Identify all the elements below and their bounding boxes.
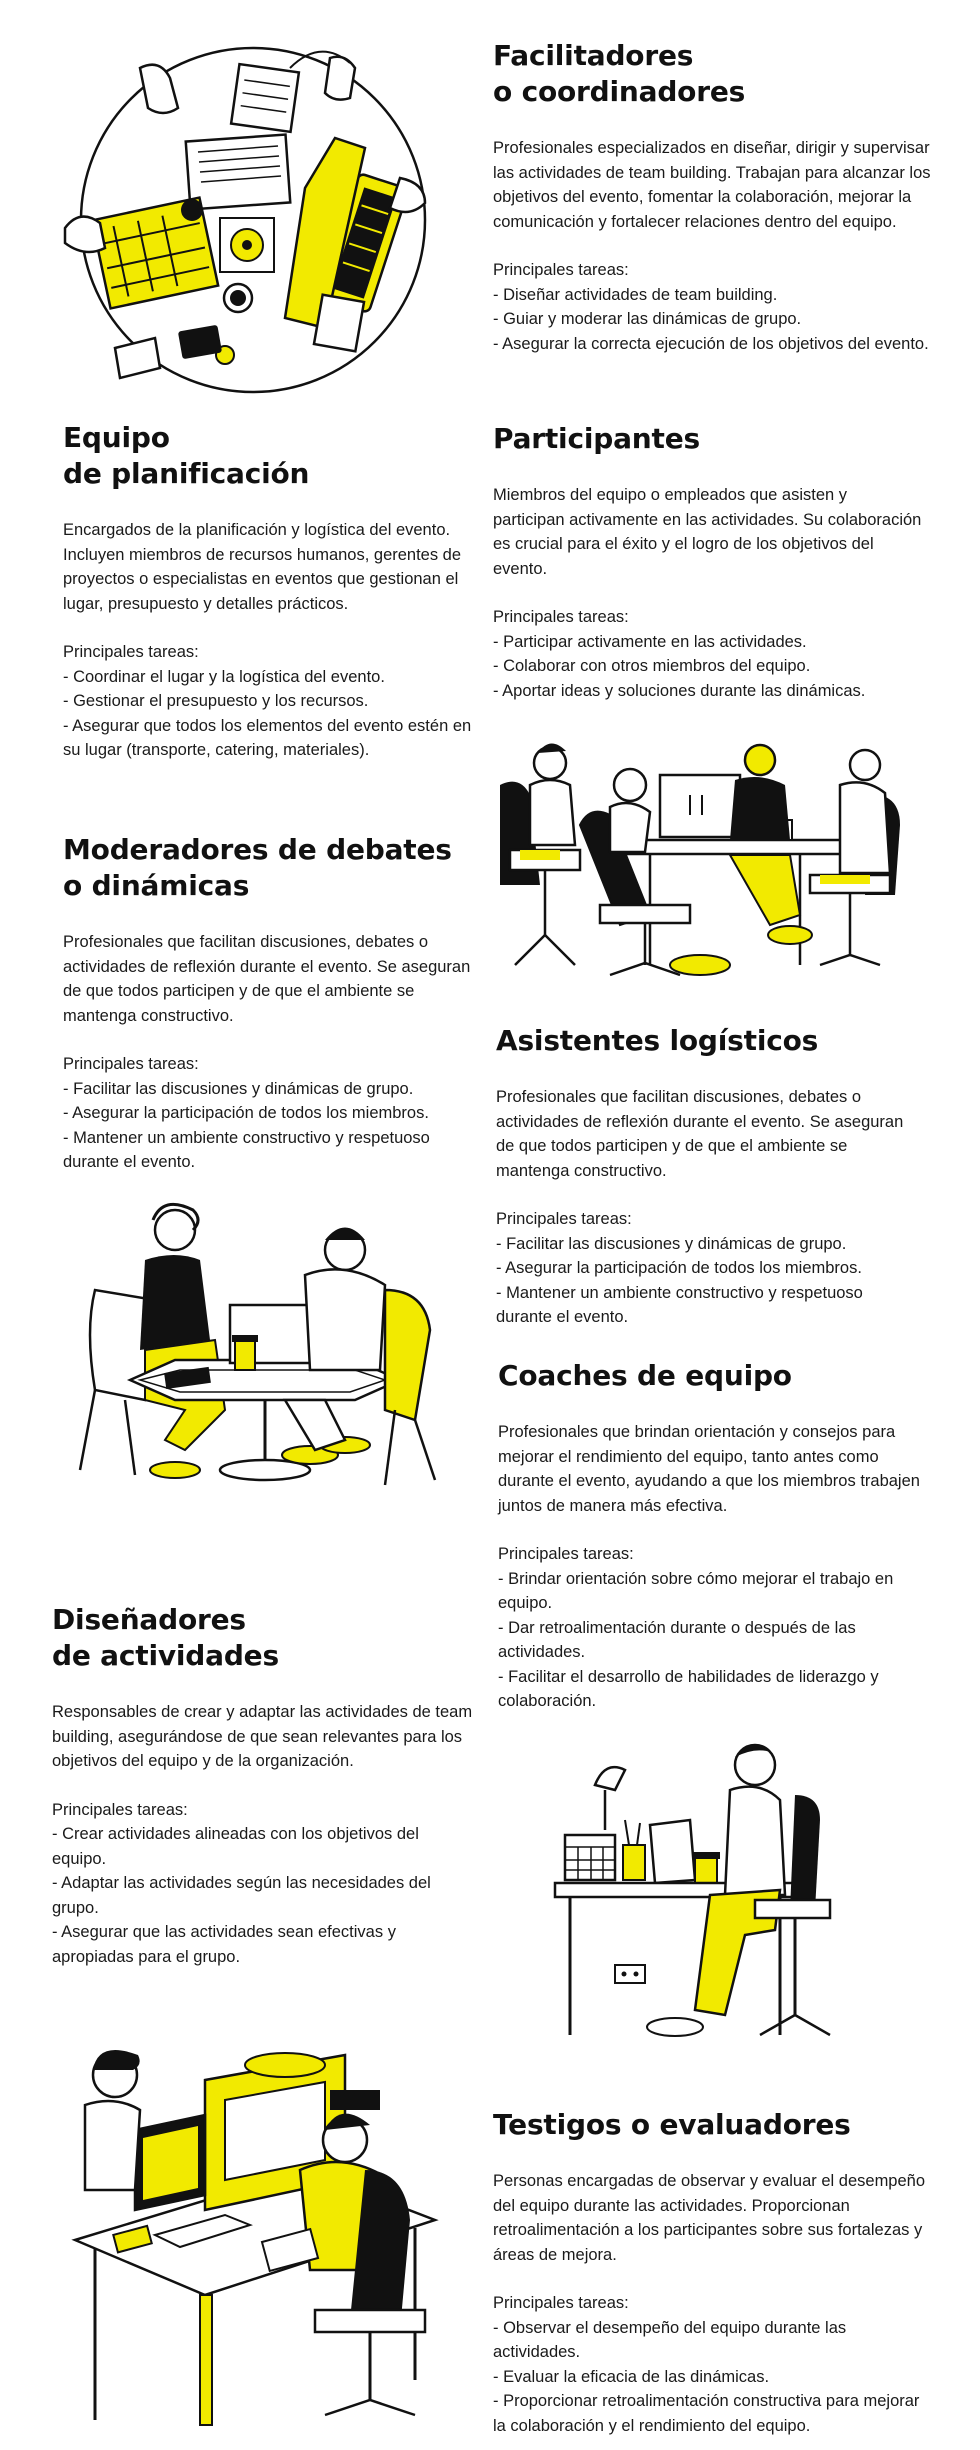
- task-item: - Facilitar las discusiones y dinámicas de grupo.: [496, 1234, 847, 1253]
- task-item: - Evaluar la eficacia de las dinámicas.: [493, 2367, 770, 2386]
- task-item: - Asegurar que todos los elementos del evento estén en su lugar (transporte, catering, materiales).: [63, 716, 472, 759]
- task-item: - Coordinar el lugar y la logística del evento.: [63, 667, 385, 686]
- section-title: Facilitadores o coordinadores: [493, 39, 746, 108]
- section-title: Coaches de equipo: [498, 1359, 792, 1392]
- meeting-group-illustration: [490, 735, 930, 985]
- task-item: - Facilitar las discusiones y dinámicas de grupo.: [63, 1079, 414, 1098]
- section-description: Personas encargadas de observar y evaluar el desempeño del equipo durante las actividades. Proporcionan retroalimentación a los participantes sobre sus fortalezas y áreas de mejora.: [493, 2172, 926, 2264]
- section-description: Encargados de la planificación y logística del evento. Incluyen miembros de recursos humanos, gerentes de proyectos o especialistas en eventos que gestionan el lugar, presupuesto y detalles prácticos.: [63, 521, 462, 613]
- section-equipo-planificacion: [63, 420, 473, 763]
- task-item: - Mantener un ambiente constructivo y respetuoso durante el evento.: [496, 1283, 863, 1326]
- section-title: Testigos o evaluadores: [493, 2108, 851, 2141]
- task-item: - Asegurar que las actividades sean efectivas y apropiadas para el grupo.: [52, 1923, 396, 1966]
- section-asistentes-logisticos: [496, 1023, 911, 1330]
- tasks-heading: Principales tareas:: [493, 608, 629, 626]
- task-item: - Gestionar el presupuesto y los recursos.: [63, 692, 369, 710]
- section-moderadores: [63, 832, 478, 1175]
- task-item: - Adaptar las actividades según las necesidades del grupo.: [52, 1874, 431, 1917]
- tasks-heading: Principales tareas:: [496, 1210, 632, 1228]
- tasks-heading: Principales tareas:: [493, 261, 629, 279]
- section-title: Asistentes logísticos: [496, 1024, 819, 1057]
- task-item: - Participar activamente en las actividades.: [493, 632, 807, 651]
- section-participantes: [493, 421, 923, 703]
- tasks-heading: Principales tareas:: [63, 643, 199, 661]
- section-testigos: [493, 2107, 928, 2438]
- section-description: Responsables de crear y adaptar las actividades de team building, asegurándose de que sean relevantes para los objetivos del equipo y de la organización.: [52, 1703, 473, 1770]
- people-computer-workstation-illustration: [55, 2020, 475, 2440]
- task-item: - Colaborar con otros miembros del equipo.: [493, 657, 811, 675]
- task-item: - Brindar orientación sobre cómo mejorar el trabajo en equipo.: [498, 1569, 894, 1612]
- task-item: - Facilitar el desarrollo de habilidades de liderazgo y colaboración.: [498, 1667, 879, 1710]
- task-item: - Guiar y moderar las dinámicas de grupo.: [493, 310, 802, 328]
- section-facilitadores: [493, 38, 938, 356]
- section-description: Profesionales que facilitan discusiones, debates o actividades de reflexión durante el evento. Se aseguran de que todos participen y de que el ambiente se mantenga constructivo.: [496, 1088, 904, 1180]
- section-disenadores: [52, 1602, 477, 1969]
- task-item: - Asegurar la participación de todos los miembros.: [63, 1104, 429, 1122]
- tasks-heading: Principales tareas:: [63, 1055, 199, 1073]
- task-item: - Asegurar la participación de todos los miembros.: [496, 1259, 862, 1277]
- tasks-heading: Principales tareas:: [52, 1800, 188, 1819]
- task-item: - Dar retroalimentación durante o después de las actividades.: [498, 1618, 856, 1661]
- task-item: - Proporcionar retroalimentación constructiva para mejorar la colaboración y el rendimiento del equipo.: [493, 2392, 920, 2435]
- section-description: Profesionales que brindan orientación y consejos para mejorar el rendimiento del equipo, tanto antes como durante el evento, ayudando a que los miembros trabajen juntos de manera más efectiva.: [498, 1423, 920, 1515]
- team-table-top-view-illustration: [60, 28, 445, 403]
- section-title: Diseñadores de actividades: [52, 1603, 279, 1672]
- task-item: - Crear actividades alineadas con los objetivos del equipo.: [52, 1825, 419, 1868]
- task-item: - Aportar ideas y soluciones durante las dinámicas.: [493, 681, 866, 700]
- task-item: - Observar el desempeño del equipo durante las actividades.: [493, 2318, 847, 2361]
- section-description: Profesionales especializados en diseñar, dirigir y supervisar las actividades de team building. Trabajan para alcanzar los objetivos del evento, fomentar la colaboración, mejorar la comunicación y fortalecer relaciones dentro del equipo.: [493, 139, 931, 231]
- task-item: - Diseñar actividades de team building.: [493, 285, 778, 304]
- section-title: Participantes: [493, 422, 700, 455]
- section-title: Moderadores de debates o dinámicas: [63, 833, 452, 902]
- two-people-cafe-table-illustration: [55, 1200, 475, 1500]
- task-item: - Mantener un ambiente constructivo y respetuoso durante el evento.: [63, 1128, 430, 1171]
- person-desk-laptop-illustration: [545, 1735, 895, 2065]
- section-coaches: [498, 1358, 928, 1714]
- tasks-heading: Principales tareas:: [498, 1545, 634, 1563]
- section-description: Profesionales que facilitan discusiones, debates o actividades de reflexión durante el evento. Se aseguran de que todos participen y de que el ambiente se mantenga constructivo.: [63, 933, 471, 1025]
- tasks-heading: Principales tareas:: [493, 2294, 629, 2312]
- section-title: Equipo de planificación: [63, 421, 310, 490]
- task-item: - Asegurar la correcta ejecución de los objetivos del evento.: [493, 334, 929, 353]
- section-description: Miembros del equipo o empleados que asisten y participan activamente en las actividades. Su colaboración es crucial para el éxito y el logro de los objetivos del evento.: [493, 486, 922, 578]
